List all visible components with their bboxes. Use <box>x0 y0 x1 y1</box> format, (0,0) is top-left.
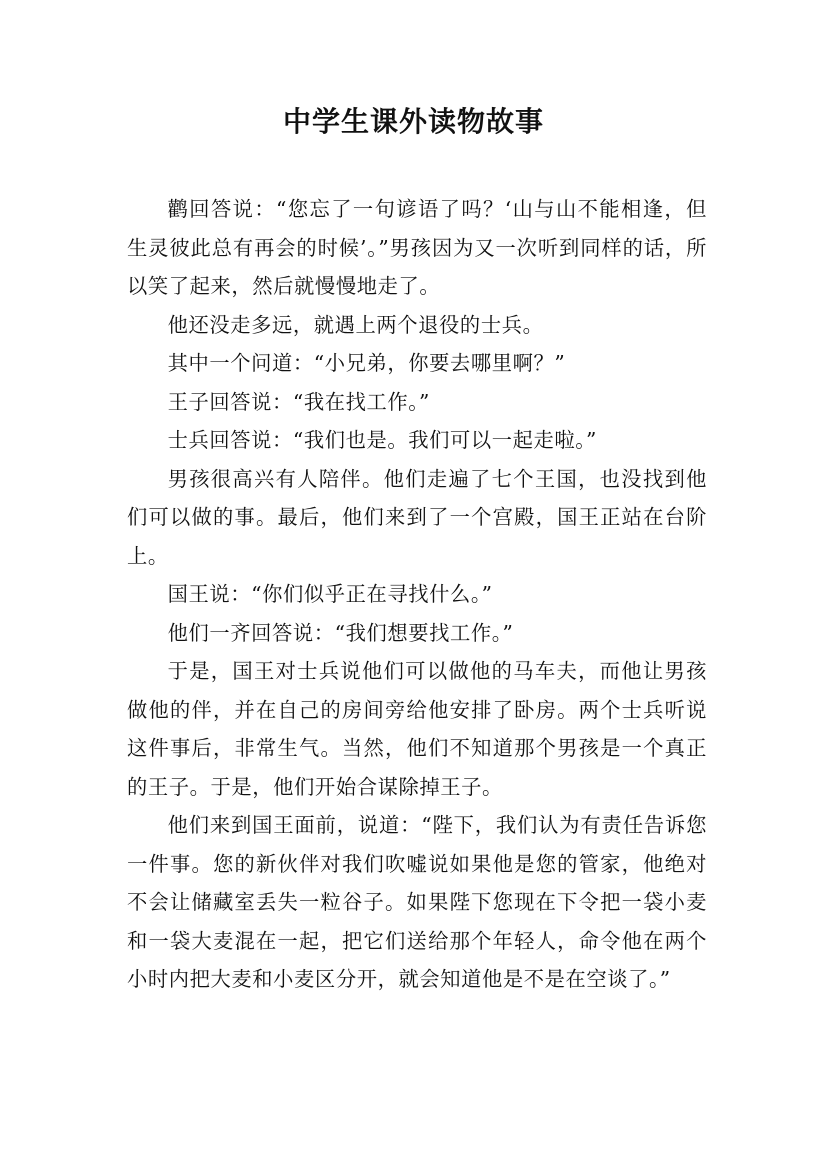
paragraph: 士兵回答说：“我们也是。我们可以一起走啦。” <box>167 428 598 452</box>
paragraph: 男孩很高兴有人陪伴。他们走遍了七个王国，也没找到他们可以做的事。最后，他们来到了一个宫殿，国王正站在台阶上。 <box>127 466 707 568</box>
paragraph: 他还没走多远，就遇上两个退役的士兵。 <box>167 312 544 337</box>
paragraph: 他们来到国王面前，说道：“陛下，我们认为有责任告诉您一件事。您的新伙伴对我们吹嘘说如果他是您的管家，他绝对不会让储藏室丢失一粒谷子。如果陛下您现在下令把一袋小麦和一袋大麦混在一起，把它们送给那个年轻人，命令他在两个小时内把大麦和小麦区分开，就会知道他是不是在空谈了。” <box>127 813 707 991</box>
paragraph: 其中一个问道：“小兄弟，你要去哪里啊？” <box>167 351 566 375</box>
paragraph: 于是，国王对士兵说他们可以做他的马车夫，而他让男孩做他的伴，并在自己的房间旁给他安排了卧房。两个士兵听说这件事后，非常生气。当然，他们不知道那个男孩是一个真正的王子。于是，他们开始合谋除掉王子。 <box>127 659 707 799</box>
page-title: 中学生课外读物故事 <box>282 105 544 138</box>
paragraph: 国王说：“你们似乎正在寻找什么。” <box>167 582 493 606</box>
paragraph: 他们一齐回答说：“我们想要找工作。” <box>167 620 514 645</box>
paragraph: 王子回答说：“我在找工作。” <box>167 389 430 414</box>
paragraph: 鹳回答说：“您忘了一句谚语了吗？‘山与山不能相逢，但生灵彼此总有再会的时候’。”男孩因为又一次听到同样的话，所以笑了起来，然后就慢慢地走了。 <box>127 197 707 298</box>
story-body <box>127 190 707 999</box>
